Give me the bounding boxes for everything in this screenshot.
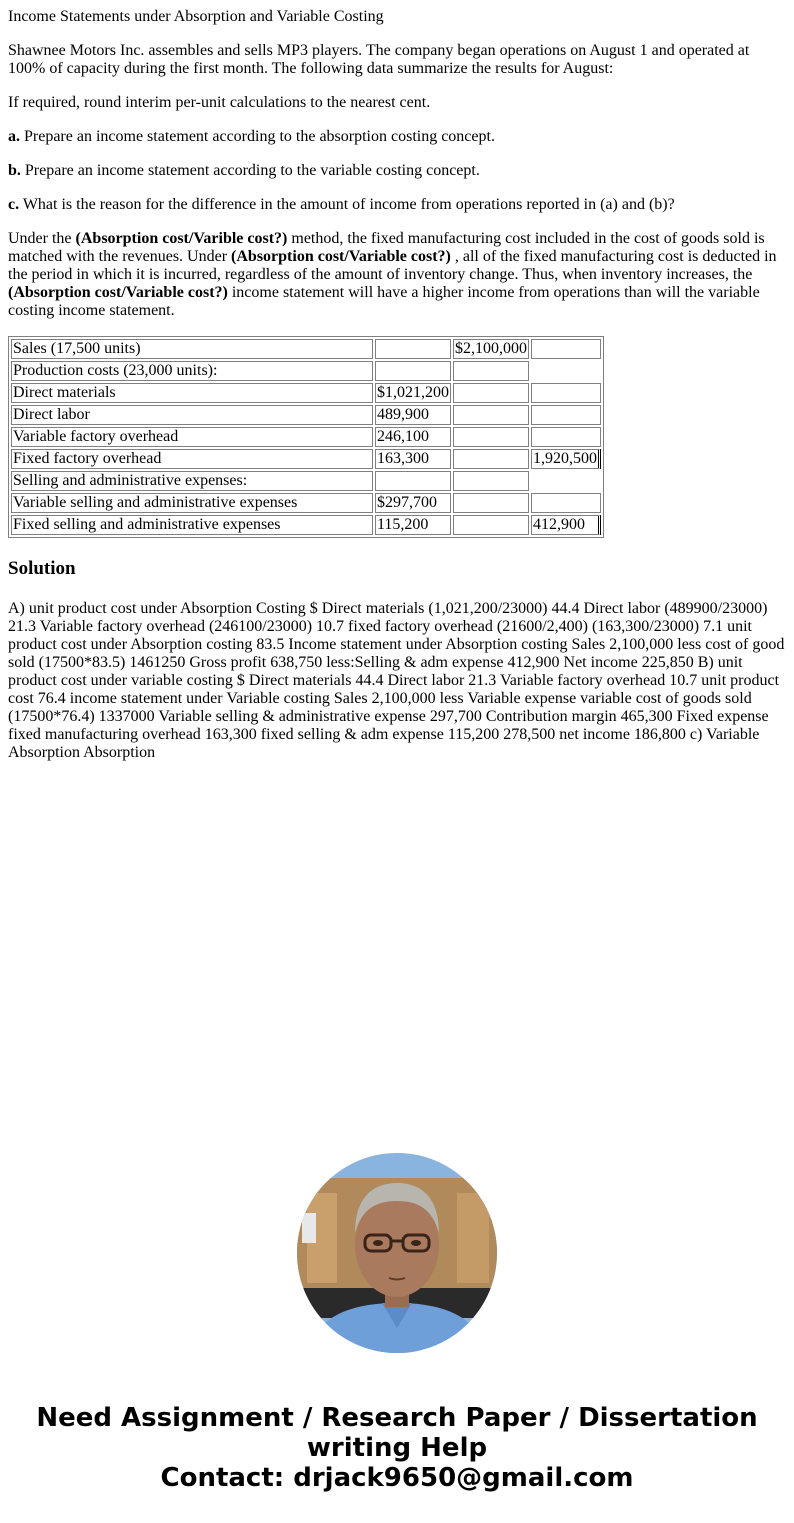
amount-cell <box>375 471 451 491</box>
amount-cell <box>375 361 451 381</box>
amount-cell <box>453 493 529 513</box>
amount-cell: $2,100,000 <box>455 340 527 357</box>
part-c <box>8 196 786 214</box>
row-label: Production costs (23,000 units): <box>11 361 373 381</box>
part-a <box>8 128 786 146</box>
author-avatar <box>297 1153 497 1353</box>
total-cell <box>531 405 601 425</box>
amount-cell <box>453 383 529 403</box>
banner-contact-email: Contact: drjack9650@gmail.com <box>160 1463 634 1493</box>
part-a-text: Prepare an income statement according to the absorption costing concept. <box>20 128 495 145</box>
table-row <box>11 493 601 513</box>
explanation-text: method, the fixed manufacturing cost included in the cost of goods sold is matched with the revenues. Under <box>8 230 765 265</box>
amount-cell <box>453 449 529 469</box>
amount-cell: 489,900 <box>375 405 451 425</box>
part-c-letter: c. <box>8 196 20 213</box>
total-cell <box>531 427 601 447</box>
amount-cell: 115,200 <box>375 515 451 535</box>
empty-cell <box>531 471 601 491</box>
table-row <box>11 449 601 469</box>
row-label: Direct labor <box>11 405 373 425</box>
banner-line-2: writing Help <box>306 1433 488 1463</box>
amount-cell: $297,700 <box>375 493 451 513</box>
part-a-letter: a. <box>8 128 20 145</box>
amount-cell <box>453 361 529 381</box>
banner-line-1: Need Assignment / Research Paper / Dissertation <box>36 1403 758 1433</box>
blank-choice-3: (Absorption cost/Variable cost?) <box>8 284 228 301</box>
total-cell <box>531 383 601 403</box>
table-row <box>11 427 601 447</box>
explanation-text: income statement will have a higher income from operations than will the variable costing income statement. <box>8 284 760 319</box>
amount-cell: $1,021,200 <box>377 384 449 401</box>
amount-cell <box>453 427 529 447</box>
blank-choice-1: (Absorption cost/Varible cost?) <box>75 230 288 247</box>
blank-choice-2: (Absorption cost/Variable cost?) <box>231 248 451 265</box>
total-cell <box>531 493 601 513</box>
row-label: Fixed factory overhead <box>11 449 373 469</box>
amount-cell <box>453 515 529 535</box>
table-row <box>11 471 601 491</box>
explanation-paragraph <box>8 230 786 320</box>
table-row <box>11 383 601 403</box>
total-cell <box>531 339 601 359</box>
table-row <box>11 339 601 359</box>
part-b-letter: b. <box>8 162 21 179</box>
total-cell: 1,920,500 <box>531 449 601 469</box>
row-label: Sales (17,500 units) <box>11 339 373 359</box>
total-cell: 412,900 <box>531 515 601 535</box>
amount-cell <box>453 405 529 425</box>
explanation-text: , all of the fixed manufacturing cost is deducted in the period in which it is incurred, regardless of the amount of inventory change. Thus, when inventory increases, the <box>8 248 777 283</box>
amount-cell: 246,100 <box>375 427 451 447</box>
amount-cell <box>453 471 529 491</box>
author-photo-icon <box>297 1153 497 1353</box>
explanation-text: Under the <box>8 230 76 247</box>
part-c-text: What is the reason for the difference in the amount of income from operations reported in (a) and (b)? <box>19 196 675 213</box>
row-label: Direct materials <box>11 383 373 403</box>
empty-cell <box>531 361 601 381</box>
data-table <box>8 336 604 538</box>
table-row <box>11 405 601 425</box>
amount-cell: 163,300 <box>375 449 451 469</box>
question-intro: Shawnee Motors Inc. assembles and sells MP3 players. The company began operations on August 1 and operated at 100% of capacity during the first month. The following data summarize the results for August: <box>8 42 750 77</box>
rounding-note: If required, round interim per-unit calculations to the nearest cent. <box>8 94 431 111</box>
table-row <box>11 361 601 381</box>
table-row <box>11 515 601 535</box>
row-label: Variable selling and administrative expenses <box>11 493 373 513</box>
solution-heading: Solution <box>8 558 76 579</box>
part-b-text: Prepare an income statement according to the variable costing concept. <box>20 162 480 179</box>
row-label: Selling and administrative expenses: <box>11 471 373 491</box>
question-title: Income Statements under Absorption and Variable Costing <box>8 8 384 25</box>
solution-text: A) unit product cost under Absorption Costing $ Direct materials (1,021,200/23000) 44.4 Direct labor (489900/23000) 21.3 Variable factory overhead (246100/23000) 10.7 fixed factory overhead (21600/2,400) (163,300/23000) 7.1 unit product cost under Absorption costing 83.5 Income statement under Absorption costing Sales 2,100,000 less cost of good sold (17500*83.5) 1461250 Gross profit 638,750 less:Selling & adm expense 412,900 Net income 225,850 B) unit product cost under variable costing $ Direct materials 44.4 Direct labor 21.3 Variable factory overhead 10.7 unit product cost 76.4 income statement under Variable costing Sales 2,100,000 less Variable expense variable cost of goods sold (17500*76.4) 1337000 Variable selling & administrative expense 297,700 Contribution margin 465,300 Fixed expense fixed manufacturing overhead 163,300 fixed selling & adm expense 115,200 278,500 net income 186,800 c) Variable Absorption Absorption <box>8 600 785 761</box>
row-label: Fixed selling and administrative expenses <box>11 515 373 535</box>
amount-cell <box>375 339 451 359</box>
contact-banner <box>0 1403 794 1493</box>
part-b <box>8 162 786 180</box>
row-label: Variable factory overhead <box>11 427 373 447</box>
